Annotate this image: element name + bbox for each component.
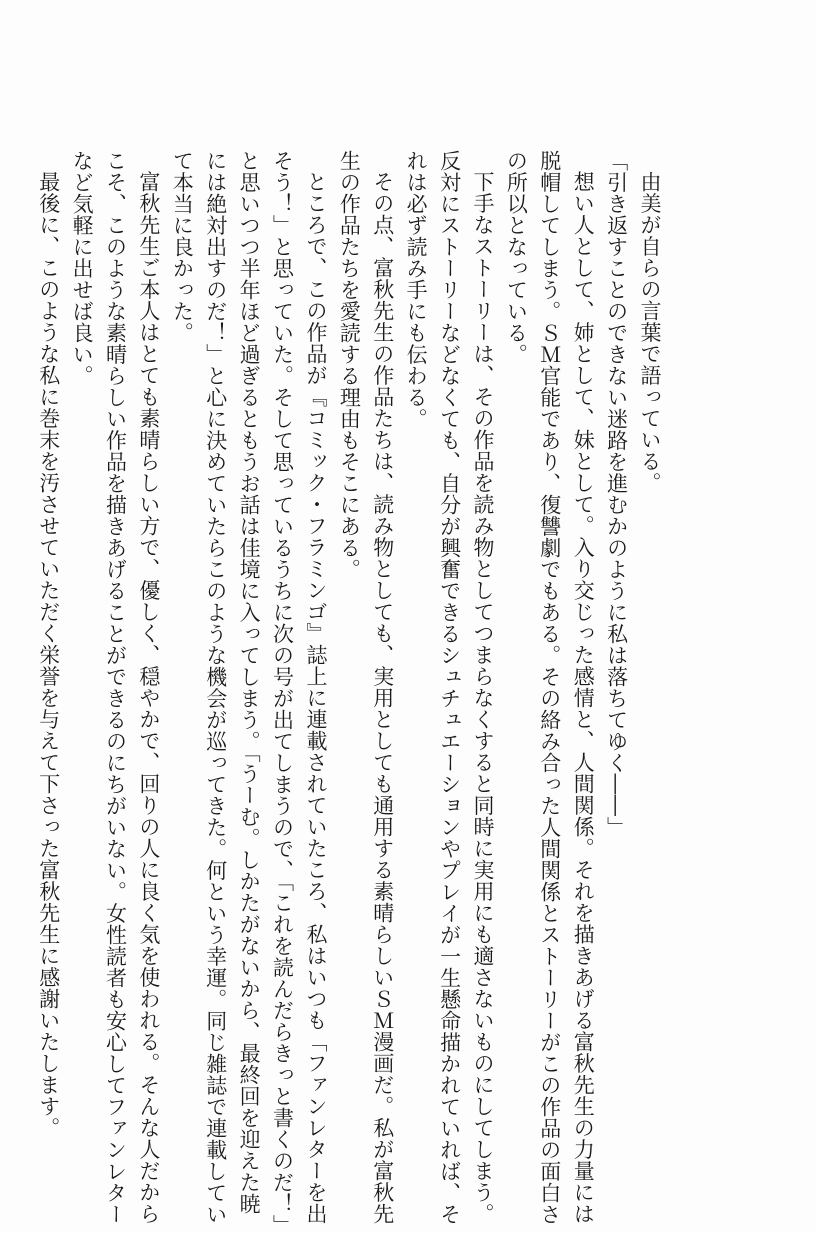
text-line: その点、富秋先生の作品たちは、読み物としても、実用としても通用する素晴らしいＳＭ漫画だ。私が富秋先	[370, 171, 395, 1225]
text-line: 由美が自らの言葉で語っている。	[638, 171, 662, 494]
text-line: 反対にストーリーなどなくても、自分が興奮できるシュチュエーションやプレイが一生懸命描かれていれば、そ	[437, 150, 462, 1225]
text-line: 脱帽してしまう。ＳＭ官能であり、復讐劇でもある。その絡み合った人間関係とストーリーがこの作品の面白さ	[537, 150, 562, 1225]
text-line: こそ、このような素晴らしい作品を描きあげることができるのにちがいない。女性読者も安心してファンレター	[103, 150, 128, 1225]
text-line: 下手なストーリーは、その作品を読み物としてつまらなくすると同時に実用にも適さないものにしてしまう。	[470, 171, 495, 1225]
text-line: など気軽に出せば良い。	[70, 150, 95, 387]
text-line: ところで、この作品が『コミック・フラミンゴ』誌上に連載されていたころ、私はいつも「ファンレターを出	[303, 171, 328, 1225]
text-line: 最後に、このような私に巻末を汚させていただく栄誉を与えて下さった富秋先生に感謝いたします。	[36, 171, 61, 1139]
text-line: 想い人として、姉として、妹として。入り交じった感情と、人間関係。それを描きあげる富秋先生の力量には	[571, 171, 596, 1225]
afterword-text	[31, 150, 666, 1236]
text-line: の所以となっている。	[504, 150, 529, 365]
text-line: そう！」と思っていた。そして思っているうちに次の号が出てしまうので、「これを読んだらきっと書くのだ！」	[270, 150, 295, 1236]
text-line: には絶対出すのだ！」と心に決めていたらこのような機会が巡ってきた。何という幸運。同じ雑誌で連載してい	[203, 150, 228, 1225]
text-line: 生の作品たちを愛読する理由もそこにある。	[337, 150, 362, 580]
text-line: れは必ず読み手にも伝わる。	[404, 150, 429, 430]
text-line: 富秋先生ご本人はとても素晴らしい方で、優しく、穏やかで、回りの人に良く気を使われる。そんな人だから	[136, 171, 161, 1225]
text-line: て本当に良かった。	[170, 150, 195, 344]
text-line: と思いつつ半年ほど過ぎるともうお話は佳境に入ってしまう。「うーむ。しかたがないから、最終回を迎えた暁	[237, 150, 262, 1215]
text-line: 「引き返すことのできない迷路を進むかのように私は落ちてゆく――」	[604, 150, 629, 838]
